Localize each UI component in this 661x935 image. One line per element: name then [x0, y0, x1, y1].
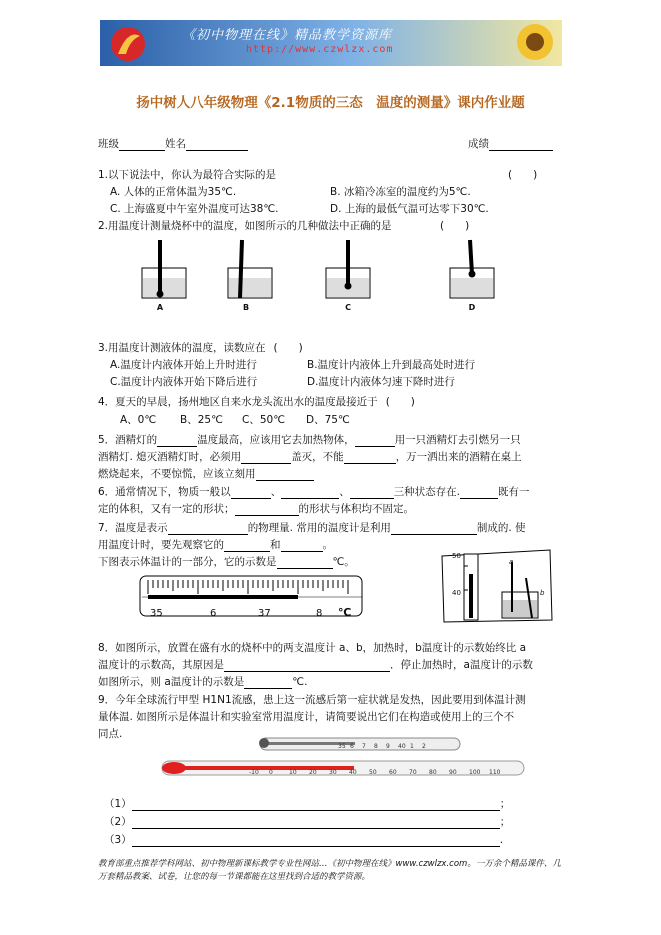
scale-label: 10	[289, 769, 297, 776]
q7-scale-38: 8	[316, 608, 323, 619]
q1-option-b: B. 冰箱冷冻室的温度约为5℃.	[330, 186, 471, 198]
q1-option-d: D. 上海的最低气温可达零下30℃.	[330, 203, 489, 215]
q4-option-c: C、50℃	[242, 414, 285, 426]
beaker-d	[450, 240, 494, 298]
sunflower-icon	[505, 20, 562, 66]
q9-answer-3: （3） .	[104, 834, 504, 846]
q2-stem: 2.用温度计测量烧杯中的温度，如图所示的几种做法中正确的是	[98, 220, 392, 232]
q9-answer-1: （1） ；	[104, 798, 511, 810]
info-line	[98, 137, 248, 151]
q6-line1: 6．通常情况下，物质一般以 、 、 三种状态存在. 既有一	[98, 486, 530, 498]
q3-stem: 3.用温度计测液体的温度，读数应在 ( )	[98, 342, 303, 354]
beaker-c	[326, 240, 370, 298]
scale-label: 70	[409, 769, 417, 776]
q8-fig-label-b: b	[540, 589, 545, 597]
beaker-b	[228, 240, 272, 298]
scale-label: 9	[386, 743, 390, 750]
clinical-thermometer-segment	[138, 572, 366, 622]
scale-label: 50	[369, 769, 377, 776]
scale-label: 7	[362, 743, 366, 750]
scale-label: 40	[349, 769, 357, 776]
scale-label: 110	[489, 769, 501, 776]
scale-label: 60	[389, 769, 397, 776]
scale-label: 8	[374, 743, 378, 750]
score-blank[interactable]	[489, 138, 553, 151]
header-banner	[100, 20, 562, 66]
q2-paren: ( )	[440, 220, 470, 232]
scale-label: 0	[269, 769, 273, 776]
scale-label: 2	[422, 743, 426, 750]
q7-line1: 7．温度是表示 的物理量. 常用的温度计是利用 制成的. 使	[98, 522, 526, 534]
q3-option-d: D.温度计内液体匀速下降时进行	[307, 376, 455, 388]
class-label: 班级	[98, 138, 119, 150]
name-label: 姓名	[165, 138, 186, 150]
q4-option-b: B、25℃	[180, 414, 223, 426]
scale-label: 100	[469, 769, 481, 776]
q3-option-c: C.温度计内液体开始下降后进行	[110, 376, 258, 388]
q3-option-a: A.温度计内液体开始上升时进行	[110, 359, 257, 371]
scale-label: 90	[449, 769, 457, 776]
q8-line1: 8．如图所示，放置在盛有水的烧杯中的两支温度计 a、b，加热时，b温度计的示数始终比 a	[98, 642, 527, 654]
scale-label: -10	[249, 769, 259, 776]
q9-line2: 量体温. 如图所示是体温计和实验室常用温度计，请简要说出它们在构造或使用上的三个不	[98, 711, 515, 723]
q1-stem: 1.以下说法中，你认为最符合实际的是	[98, 169, 277, 181]
clinical-scale	[330, 740, 440, 750]
beaker-label-b: B	[242, 303, 250, 312]
class-blank[interactable]	[119, 138, 165, 151]
lab-scale	[245, 766, 505, 776]
q4-option-a: A、0℃	[120, 414, 157, 426]
q9-line1: 9．今年全球流行甲型 H1N1流感，患上这一流感后第一症状就是发热，因此要用到体温计测	[98, 694, 526, 706]
document-title: 扬中树人八年级物理《2.1物质的三态 温度的测量》课内作业题	[136, 95, 525, 111]
q7-line2: 用温度计时，要先观察它的 和 。	[98, 539, 333, 551]
q7-line3: 下图表示体温计的一部分，它的示数是 ℃。	[98, 556, 355, 568]
q1-option-c: C. 上海盛夏中午室外温度可达38℃.	[110, 203, 279, 215]
q7-scale-36: 6	[210, 608, 217, 619]
scale-label: 20	[309, 769, 317, 776]
q9-answer-2: （2） ；	[104, 816, 511, 828]
q1-paren: ( )	[508, 169, 538, 181]
q8-fig-label-40: 40	[452, 589, 461, 597]
q4-option-d: D、75℃	[306, 414, 350, 426]
beaker-label-c: C	[345, 303, 351, 312]
q2-beakers-figure	[130, 238, 510, 318]
q8-fig-label-50: 50	[452, 552, 461, 560]
q8-line2: 温度计的示数高，其原因是 ．停止加热时，a温度计的示数	[98, 659, 533, 671]
q3-option-b: B.温度计内液体上升到最高处时进行	[307, 359, 476, 371]
q7-scale-37: 37	[258, 608, 271, 619]
banner-url[interactable]: http://www.czwlzx.com	[246, 44, 394, 55]
score-line	[468, 137, 553, 151]
footer-text: 教育部重点推荐学科网站、初中物理新课标教学专业性网站…《初中物理在线》www.czwlzx.com。一万余个精品课件、几万套精品教案、试卷，让您的每一节课都能在这里找到合适的教学资源。	[98, 859, 561, 882]
q7-scale-35: 35	[150, 608, 163, 619]
q5-line3: 燃烧起来，不要惊慌，应该立刻用	[98, 467, 314, 481]
score-label: 成绩	[468, 138, 489, 150]
q1-option-a: A. 人体的正常体温为35℃.	[110, 186, 237, 198]
q8-fig-label-a: a	[509, 558, 514, 566]
scale-label: 40	[398, 743, 406, 750]
q6-line2: 定的体积，又有一定的形状； 的形状与体积均不固定。	[98, 503, 414, 515]
beaker-label-a: A	[156, 303, 164, 312]
q7-scale-unit: ℃	[338, 606, 352, 619]
scale-label: 35	[338, 743, 346, 750]
scale-label: 6	[350, 743, 354, 750]
logo-icon	[108, 24, 148, 64]
q4-stem: 4．夏天的早晨，扬州地区自来水龙头流出水的温度最接近于 ( )	[98, 396, 415, 408]
q5-line2: 酒精灯. 熄灭酒精灯时，必须用 盖灭，不能 ，万一洒出来的酒精在桌上	[98, 451, 522, 463]
q5-line1: 5．酒精灯的 温度最高，应该用它去加热物体， 用一只酒精灯去引燃另一只	[98, 434, 521, 446]
scale-label: 80	[429, 769, 437, 776]
scale-label: 30	[329, 769, 337, 776]
beaker-a	[142, 240, 186, 298]
scale-label: 1	[410, 743, 414, 750]
q9-line3: 同点.	[98, 728, 123, 740]
q8-line3: 如图所示，则 a温度计的示数是 ℃.	[98, 676, 308, 688]
name-blank[interactable]	[186, 138, 248, 151]
banner-title: 《初中物理在线》精品教学资源库	[182, 28, 393, 43]
beaker-label-d: D	[468, 303, 476, 312]
